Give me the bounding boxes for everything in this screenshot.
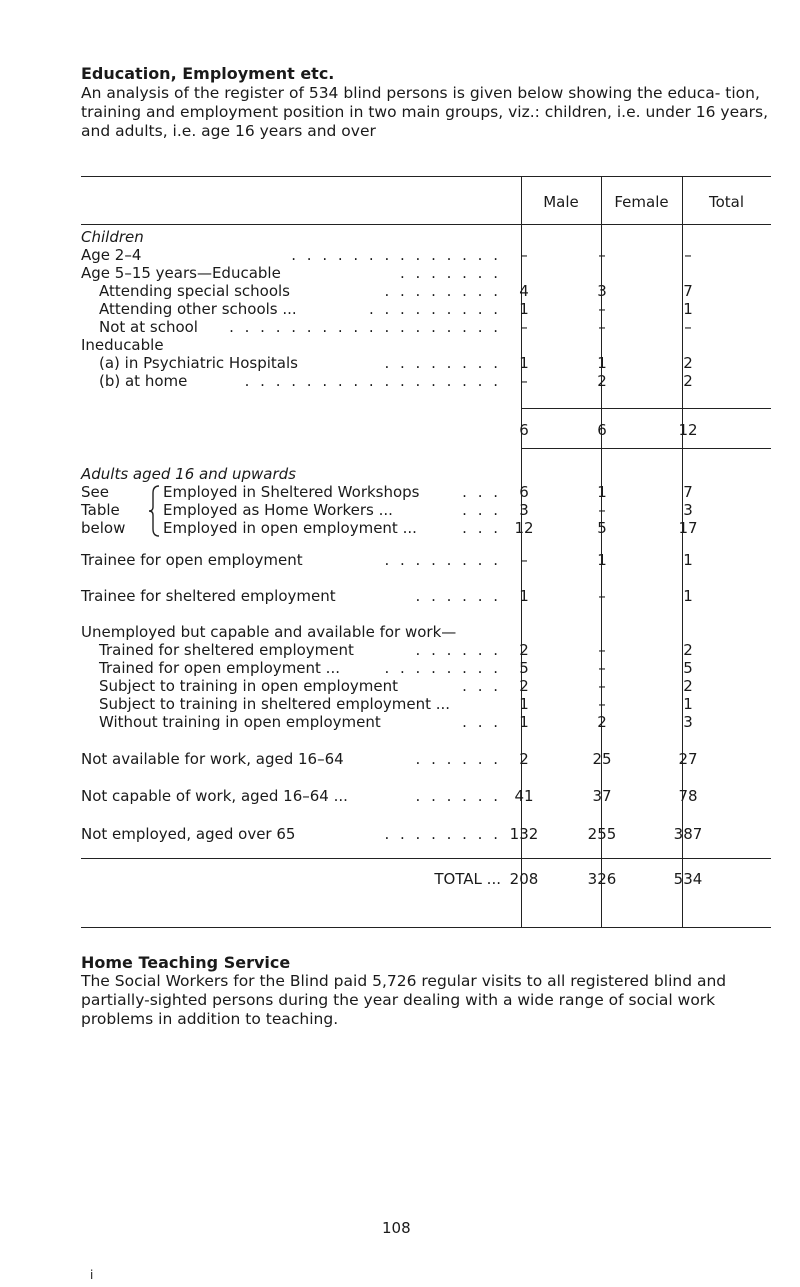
table-row: (b) at home . . . . . . . . . . . . . . . . . – 2 2 bbox=[99, 372, 693, 390]
table-row: Trainee for open employment . . . . . . . . – 1 1 bbox=[81, 551, 693, 569]
page-number: 108 bbox=[382, 1219, 411, 1237]
table-row: Employed in Sheltered Workshops . . . 6 1 7 bbox=[163, 483, 693, 501]
side-note-below: below bbox=[81, 519, 126, 537]
page-heading: Education, Employment etc. bbox=[81, 64, 335, 83]
page-mark: i bbox=[90, 1268, 94, 1282]
table-row: Not capable of work, aged 16–64 ... . . . . . . 41 37 78 bbox=[81, 787, 698, 805]
total-rule bbox=[81, 858, 771, 859]
table-row: Subject to training in open employment . . . 2 – 2 bbox=[99, 677, 693, 695]
table-top-rule bbox=[81, 176, 771, 177]
table-row: Attending special schools . . . . . . . . 4 3 7 bbox=[99, 282, 693, 300]
table-row: Trainee for sheltered employment . . . . . . 1 – 1 bbox=[81, 587, 693, 605]
subtotal-rule bbox=[521, 408, 771, 409]
section-heading-home-teaching: Home Teaching Service bbox=[81, 953, 291, 972]
table-row: Without training in open employment . . . 1 2 3 bbox=[99, 713, 693, 731]
table-row-label: Age 5–15 years—Educable bbox=[81, 264, 281, 282]
side-note-see: See bbox=[81, 483, 109, 501]
subtotal-row: 6 6 12 bbox=[519, 421, 698, 439]
table-row-label: Unemployed but capable and available for work— bbox=[81, 623, 457, 641]
column-header-total: Total bbox=[708, 193, 745, 211]
table-row: Not available for work, aged 16–64 . . . . . . 2 25 27 bbox=[81, 750, 698, 768]
table-row: Subject to training in sheltered employment ... 1 – 1 bbox=[99, 695, 693, 713]
home-teaching-paragraph: The Social Workers for the Blind paid 5,726 regular visits to all registered blind and partially-sighted persons during the year dealing with a wide range of social work problems in addition to teaching. bbox=[81, 972, 727, 1028]
total-row: TOTAL ... 208 326 534 bbox=[434, 870, 703, 888]
table-row: Attending other schools ... . . . . . . . . . 1 – 1 bbox=[99, 300, 693, 318]
intro-paragraph: An analysis of the register of 534 blind persons is given below showing the educa- tion, training and employment position in two main groups, viz.: children, i.e. under 16 years, and adults, i.e. age 16 years and over bbox=[81, 84, 769, 140]
subtotal-rule bbox=[521, 448, 771, 449]
column-header-female: Female bbox=[614, 193, 669, 211]
column-header-male: Male bbox=[543, 193, 579, 211]
table-row: Not at school . . . . . . . . . . . . . . . . . . – – – bbox=[99, 318, 692, 336]
table-row: (a) in Psychiatric Hospitals . . . . . . . . 1 1 2 bbox=[99, 354, 693, 372]
statistics-table bbox=[81, 176, 771, 928]
table-row: Employed in open employment ... . . . 12 5 17 bbox=[163, 519, 698, 537]
table-bottom-rule bbox=[81, 927, 771, 928]
section-header-children: Children bbox=[81, 228, 144, 246]
section-header-adults: Adults aged 16 and upwards bbox=[81, 465, 296, 483]
table-row: Age 2–4 . . . . . . . . . . . . . . . . . . . . . – – – bbox=[81, 246, 692, 282]
header-rule bbox=[81, 224, 771, 225]
table-row-label: Ineducable bbox=[81, 336, 164, 354]
table-row: Trained for open employment ... . . . . . . . . 5 – 5 bbox=[99, 659, 693, 677]
table-row: Trained for sheltered employment . . . . . . 2 – 2 bbox=[99, 641, 693, 659]
table-row: Employed as Home Workers ... . . . 3 – 3 bbox=[163, 501, 693, 519]
side-note-table: Table bbox=[81, 501, 120, 519]
table-row: Not employed, aged over 65 . . . . . . . . 132 255 387 bbox=[81, 825, 703, 843]
